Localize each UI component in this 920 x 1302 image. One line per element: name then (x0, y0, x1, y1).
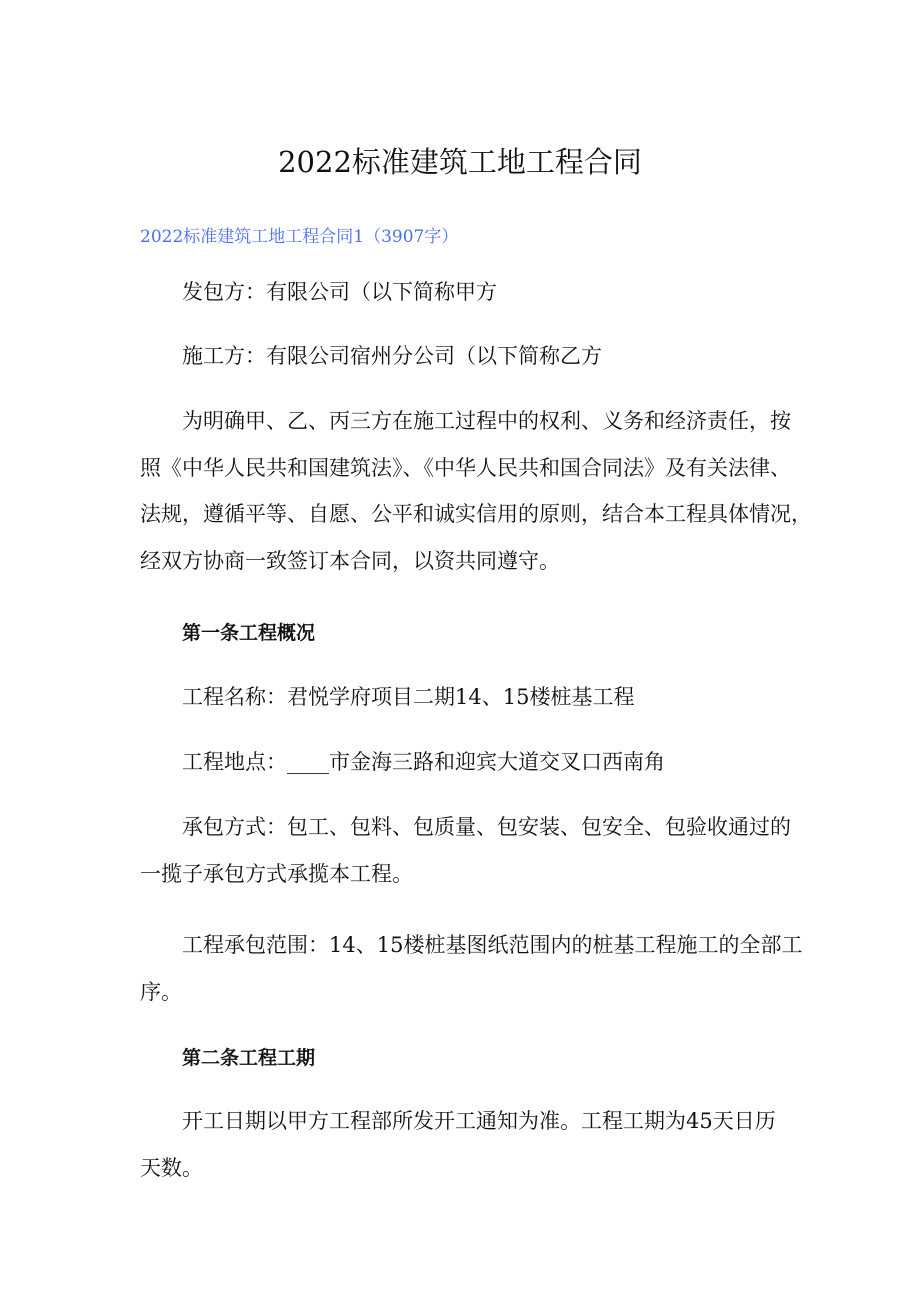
heading-text: 第二条工程工期 (182, 1047, 316, 1069)
heading-article-1 (140, 610, 790, 657)
paragraph-contract-method (140, 804, 790, 897)
text-line: 经双方协商一致签订本合同，以资共同遵守。 (140, 549, 560, 574)
heading-article-2 (140, 1035, 790, 1082)
text-line: 施工方：有限公司宿州分公司（以下简称乙方 (182, 344, 602, 368)
text-line: 序。 (140, 979, 182, 1004)
paragraph-project-location (140, 739, 790, 786)
text-line: 照《中华人民共和国建筑法》、《中华人民共和国合同法》及有关法律、 (140, 455, 791, 480)
paragraph-schedule (140, 1098, 790, 1191)
document-title: 2022标准建筑工地工程合同 (278, 145, 642, 179)
text-line: 发包方：有限公司（以下简称甲方 (182, 280, 497, 304)
text-line: 工程地点：____市金海三路和迎宾大道交叉口西南角 (182, 750, 665, 774)
paragraph-contract-scope (140, 922, 803, 1015)
paragraph-purpose (140, 398, 812, 585)
text-line: 为明确甲、乙、丙三方在施工过程中的权利、义务和经济责任，按 (182, 409, 791, 433)
text-line: 承包方式：包工、包料、包质量、包安装、包安全、包验收通过的 (182, 815, 791, 839)
text-line: 工程名称：君悦学府项目二期14、15楼桩基工程 (182, 685, 635, 709)
text-line: 一揽子承包方式承揽本工程。 (140, 861, 413, 886)
text-line: 法规，遵循平等、自愿、公平和诚实信用的原则，结合本工程具体情况， (140, 502, 812, 527)
paragraph-employer (140, 269, 790, 316)
text-line: 开工日期以甲方工程部所发开工通知为准。工程工期为45天日历 (182, 1109, 776, 1133)
text-line: 工程承包范围：14、15楼桩基图纸范围内的桩基工程施工的全部工 (182, 933, 803, 957)
paragraph-project-name (140, 674, 790, 721)
text-line: 天数。 (140, 1155, 203, 1180)
heading-text: 第一条工程概况 (182, 622, 316, 644)
paragraph-contractor (140, 333, 790, 380)
section-subtitle-link[interactable]: 2022标准建筑工地工程合同1（3907字） (140, 227, 459, 247)
